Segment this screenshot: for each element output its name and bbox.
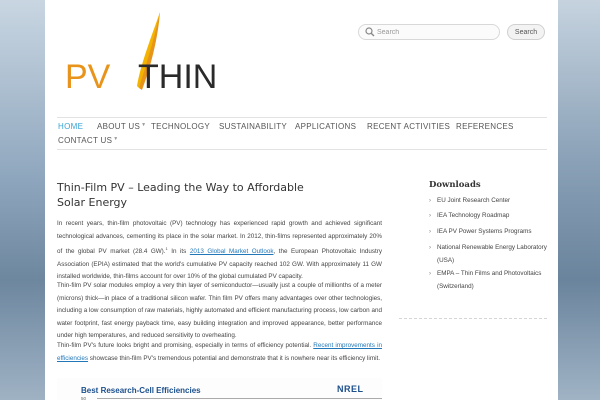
future-paragraph: [57, 340, 382, 365]
nav-contact-us[interactable]: [58, 136, 119, 145]
nav-technology[interactable]: [151, 122, 210, 131]
nav-applications-label: APPLICATIONS: [295, 122, 357, 131]
search-box: [358, 24, 500, 40]
chevron-right-icon: ›: [429, 198, 431, 204]
nav-home[interactable]: [58, 122, 83, 131]
download-item-label: IEA Technology Roadmap: [437, 212, 510, 219]
search-button[interactable]: Search: [507, 24, 545, 40]
nav-recent-activities-label: RECENT ACTIVITIES: [367, 122, 451, 131]
chevron-down-icon: ▼: [141, 122, 147, 128]
nav-home-label: HOME: [58, 122, 84, 131]
download-item-iea-roadmap[interactable]: [429, 210, 549, 223]
efficiency-chart-image: [57, 378, 382, 400]
nav-references[interactable]: [456, 122, 514, 131]
intro-text-2: In its: [167, 248, 190, 256]
site-logo[interactable]: [65, 8, 235, 96]
chart-gridline: [97, 398, 382, 399]
download-item-label: National Renewable Energy Laboratory (USA): [437, 244, 547, 264]
page-title-line-2: Solar Energy: [57, 196, 128, 209]
advantages-paragraph: Thin-film PV solar modules employ a very thin layer of semiconductor—usually just a couple of millionths of a meter (microns) thick—in place of a traditional silicon wafer. Thin film PV offers many advantages over other technologies, including a low consumption of raw materials, highly automated and efficient manufacturing process, low carbon and water footprint, fast energy payback time, easy building integration and improved appearance, better performance under high temperatures, and reduced sensitivity to overheating.: [57, 282, 382, 339]
background-solar-panel-left: [0, 0, 45, 400]
chevron-down-icon: ▼: [113, 136, 119, 142]
logo-pv-text: PV: [65, 58, 111, 96]
future-text-1: Thin-film PV's future looks bright and promising, especially in terms of efficiency potential.: [57, 342, 314, 349]
chevron-right-icon: ›: [429, 271, 431, 277]
intro-text-1: In recent years, thin-film photovoltaic (PV) technology has experienced rapid growth and achieved significant technological advances, cementing its place in the solar market. In 2012, thin-films represented approximately 20% of the global PV market (28.4 GW).: [57, 220, 382, 256]
page-container: [45, 0, 558, 400]
efficiency-improvements-link[interactable]: Recent improvements in efficiencies: [57, 342, 382, 362]
nav-sustainability-label: SUSTAINABILITY: [219, 122, 288, 131]
download-item-label: EU Joint Research Center: [437, 197, 511, 204]
nav-sustainability[interactable]: [219, 122, 287, 131]
chevron-right-icon: ›: [429, 213, 431, 219]
page-title-line-1: Thin-Film PV – Leading the Way to Affordable: [57, 181, 304, 194]
search-input[interactable]: [377, 25, 495, 39]
download-item-label: EMPA – Thin Films and Photovoltaics (Switzerland): [437, 270, 542, 290]
nav-applications[interactable]: [295, 122, 356, 131]
intro-text-3: , the European Photovoltaic Industry Association (EPIA) estimated that the world's cumulative PV capacity reached 102 GW. With approximately 11 GW installed worldwide, thin-films account for over 10% of the global cumulated PV capacity.: [57, 248, 383, 281]
nav-about-us-label: ABOUT US: [97, 122, 141, 131]
logo-thin-text: THIN: [138, 58, 218, 96]
footnote-marker[interactable]: 1: [165, 246, 168, 251]
future-text-2: showcase thin-film PV's tremendous potential and demonstrate that it is nowhere near its efficiency limit.: [88, 354, 380, 362]
nav-contact-us-label: CONTACT US: [58, 136, 113, 145]
download-item-iea-pvps[interactable]: [429, 226, 549, 239]
chart-axis-label: 50: [81, 396, 87, 400]
background-solar-panel-right: [558, 0, 600, 400]
download-item-eu-jrc[interactable]: [429, 195, 549, 208]
download-item-label: IEA PV Power Systems Programs: [437, 228, 532, 235]
chevron-right-icon: ›: [429, 229, 431, 235]
chevron-right-icon: ›: [429, 245, 431, 251]
nav-references-label: REFERENCES: [456, 122, 514, 131]
search-icon: [365, 27, 375, 37]
downloads-heading: Downloads: [429, 180, 481, 190]
download-item-nrel[interactable]: [429, 242, 549, 267]
page-title: [57, 180, 357, 210]
nav-recent-activities[interactable]: [367, 122, 450, 131]
nav-technology-label: TECHNOLOGY: [151, 122, 211, 131]
chart-title: Best Research-Cell Efficiencies: [81, 386, 201, 395]
sidebar-divider: [399, 318, 547, 319]
nav-top-divider: [57, 117, 547, 118]
download-item-empa[interactable]: [429, 268, 549, 293]
global-market-outlook-link[interactable]: 2013 Global Market Outlook: [189, 248, 274, 256]
nav-about-us[interactable]: [97, 122, 146, 131]
nrel-logo: NREL: [337, 384, 364, 394]
intro-paragraph: [57, 218, 382, 284]
nav-bottom-divider: [57, 149, 547, 150]
